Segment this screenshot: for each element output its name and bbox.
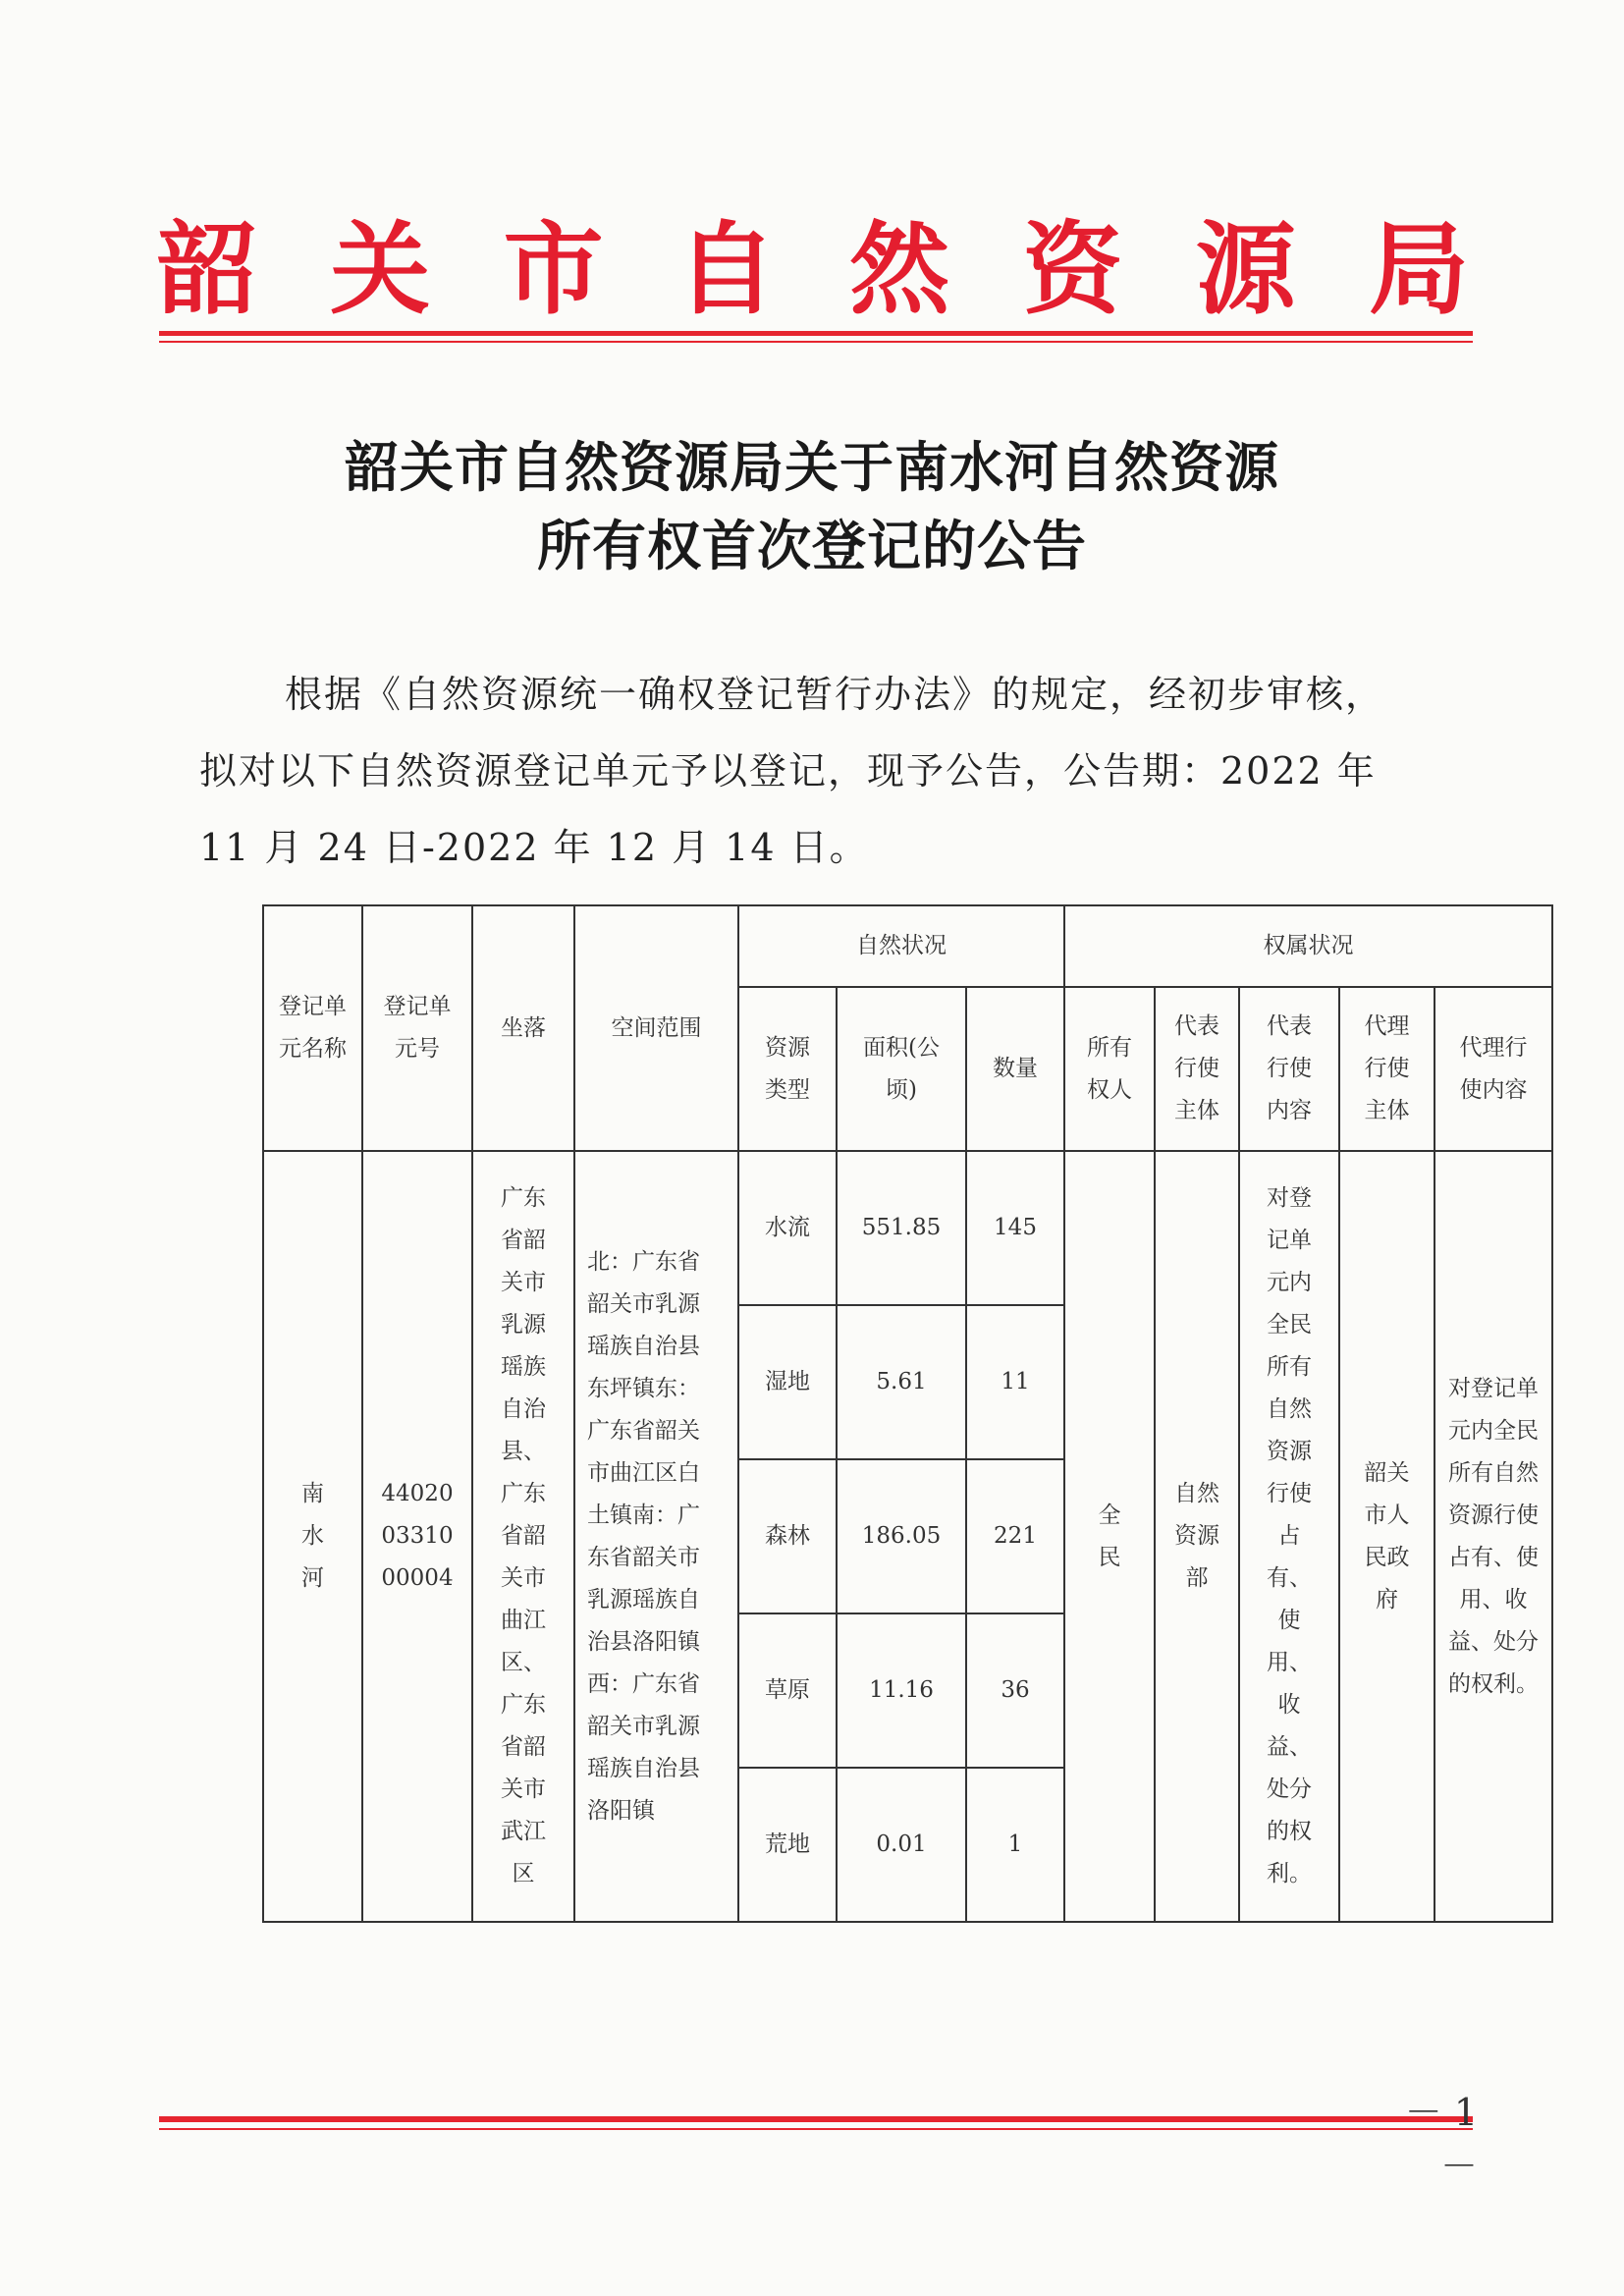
intro-line1: 根据《自然资源统一确权登记暂行办法》的规定，经初步审核， [285, 673, 1385, 716]
cell-quantity: 1 [966, 1768, 1064, 1922]
cell-unit-no: 440200331000004 [362, 1151, 472, 1922]
header-rep-content: 代表行使内容 [1239, 987, 1339, 1151]
cell-resource-type: 水流 [738, 1151, 837, 1305]
masthead-char: 资 [1022, 211, 1123, 329]
header-agent-content: 代理行使内容 [1435, 987, 1552, 1151]
masthead-divider-thin [159, 341, 1473, 343]
masthead-char: 市 [503, 211, 604, 329]
footer-divider-thin [159, 2128, 1473, 2130]
header-scope: 空间范围 [574, 905, 738, 1151]
cell-area: 11.16 [837, 1613, 966, 1768]
header-unit-no: 登记单元号 [362, 905, 472, 1151]
registration-table [262, 904, 1553, 1923]
cell-quantity: 36 [966, 1613, 1064, 1768]
cell-resource-type: 森林 [738, 1459, 837, 1613]
header-area: 面积(公顷) [837, 987, 966, 1151]
cell-rep-content: 对登记单元内全民所有自然资源行使占有、使用、收益、处分的权利。 [1239, 1151, 1339, 1922]
cell-quantity: 11 [966, 1305, 1064, 1459]
cell-area: 5.61 [837, 1305, 966, 1459]
masthead-char: 自 [676, 211, 777, 329]
masthead-char: 关 [330, 211, 431, 329]
header-ownership-status: 权属状况 [1064, 905, 1552, 987]
header-resource-type: 资源类型 [738, 987, 837, 1151]
notice-title-line2: 所有权首次登记的公告 [536, 514, 1087, 577]
header-owner: 所有权人 [1064, 987, 1155, 1151]
masthead-char: 然 [849, 211, 950, 329]
cell-agent-subject: 韶关市人民政府 [1339, 1151, 1435, 1922]
masthead-divider-thick [159, 331, 1473, 336]
cell-owner: 全民 [1064, 1151, 1155, 1922]
masthead-char: 韶 [157, 211, 257, 329]
cell-unit-name: 南水河 [263, 1151, 362, 1922]
header-rep-subject: 代表行使主体 [1155, 987, 1239, 1151]
cell-resource-type: 湿地 [738, 1305, 837, 1459]
cell-resource-type: 荒地 [738, 1768, 837, 1922]
header-location: 坐落 [472, 905, 574, 1151]
cell-area: 551.85 [837, 1151, 966, 1305]
intro-line2: 拟对以下自然资源登记单元予以登记，现予公告，公告期：2022 年 [199, 749, 1377, 793]
cell-scope: 北：广东省韶关市乳源瑶族自治县东坪镇东：广东省韶关市曲江区白土镇南：广东省韶关市乳源瑶族自治县洛阳镇西：广东省韶关市乳源瑶族自治县洛阳镇 [574, 1151, 738, 1922]
masthead-char: 源 [1195, 211, 1296, 329]
masthead-char: 局 [1368, 211, 1469, 329]
cell-area: 0.01 [837, 1768, 966, 1922]
cell-quantity: 145 [966, 1151, 1064, 1305]
issuer-masthead [157, 201, 1469, 339]
header-natural-status: 自然状况 [738, 905, 1064, 987]
cell-rep-subject: 自然资源部 [1155, 1151, 1239, 1922]
notice-title-line1: 韶关市自然资源局关于南水河自然资源 [344, 435, 1279, 499]
cell-resource-type: 草原 [738, 1613, 837, 1768]
intro-line3: 11 月 24 日-2022 年 12 月 14 日。 [199, 826, 869, 869]
page-number: － 1 － [1404, 2091, 1478, 2188]
footer-divider-thick [159, 2116, 1473, 2122]
cell-quantity: 221 [966, 1459, 1064, 1613]
header-quantity: 数量 [966, 987, 1064, 1151]
cell-location: 广东省韶关市乳源瑶族自治县、广东省韶关市曲江区、广东省韶关市武江区 [472, 1151, 574, 1922]
header-unit-name: 登记单元名称 [263, 905, 362, 1151]
cell-area: 186.05 [837, 1459, 966, 1613]
header-agent-subject: 代理行使主体 [1339, 987, 1435, 1151]
cell-agent-content: 对登记单元内全民所有自然资源行使占有、使用、收益、处分的权利。 [1435, 1151, 1552, 1922]
